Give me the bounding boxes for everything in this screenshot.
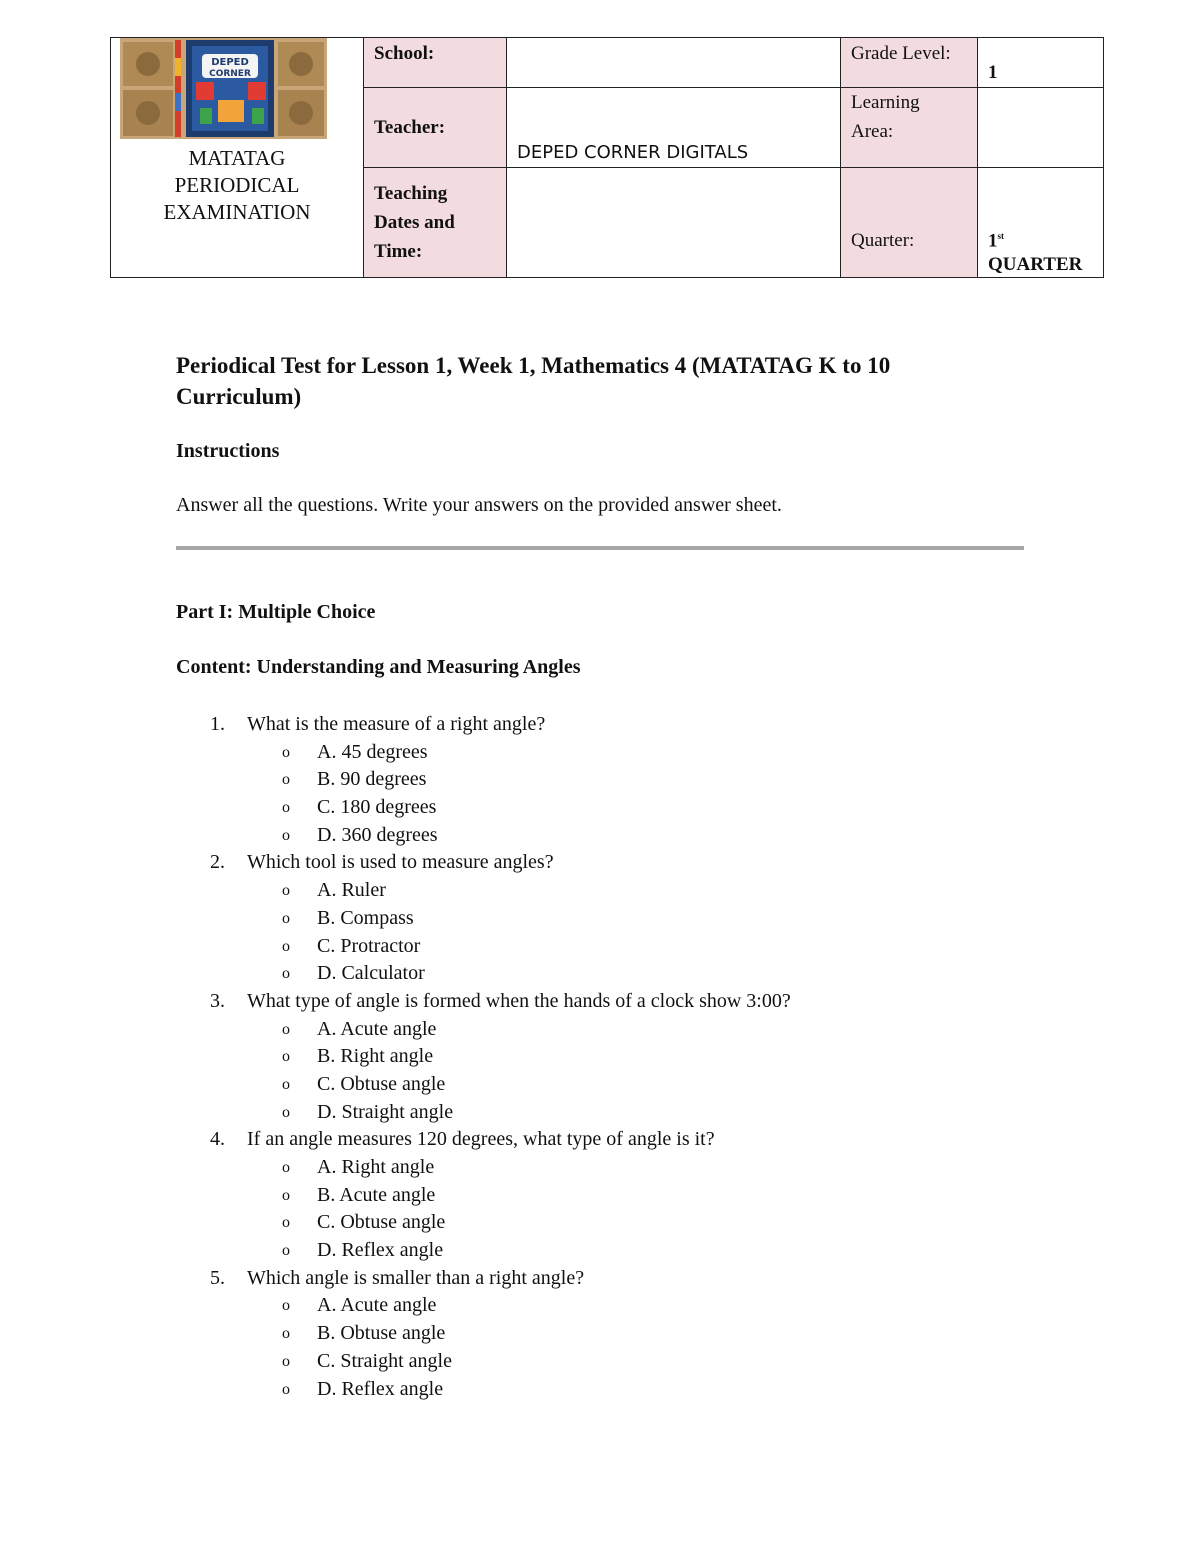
option-text: A. Acute angle xyxy=(317,1017,437,1040)
question-text: If an angle measures 120 degrees, what type of angle is it? xyxy=(247,1128,715,1151)
instructions-text: Answer all the questions. Write your answers on the provided answer sheet. xyxy=(176,494,782,516)
bullet-icon: o xyxy=(282,826,290,844)
quarter-word: QUARTER xyxy=(988,254,1083,275)
answer-option xyxy=(176,1209,1076,1237)
question-number: 2. xyxy=(210,851,225,874)
bullet-icon: o xyxy=(282,1325,290,1343)
learning-area-value xyxy=(978,88,1104,168)
teaching-dates-label-line: Dates and xyxy=(374,212,455,233)
learning-area-label-line: Learning xyxy=(851,92,920,113)
instructions-heading: Instructions xyxy=(176,440,280,462)
answer-option xyxy=(176,933,1076,961)
option-text: B. 90 degrees xyxy=(317,768,427,791)
teacher-label: Teacher: xyxy=(364,88,507,168)
exam-title-line: PERIODICAL xyxy=(174,173,300,197)
question-text: Which angle is smaller than a right angle? xyxy=(247,1266,585,1289)
grade-level-label: Grade Level: xyxy=(841,38,978,88)
quarter-label: Quarter: xyxy=(841,168,978,278)
bullet-icon: o xyxy=(282,1214,290,1232)
answer-option xyxy=(176,1348,1076,1376)
part-heading: Part I: Multiple Choice xyxy=(176,601,376,623)
option-text: B. Obtuse angle xyxy=(317,1322,446,1345)
answer-option xyxy=(176,1182,1076,1210)
svg-text:CORNER: CORNER xyxy=(209,69,251,79)
grade-level-value: 1 xyxy=(978,38,1104,88)
question-text: What type of angle is formed when the hands of a clock show 3:00? xyxy=(247,989,791,1012)
bullet-icon: o xyxy=(282,799,290,817)
exam-title-line: EXAMINATION xyxy=(163,200,311,224)
option-text: D. Calculator xyxy=(317,962,425,985)
answer-option xyxy=(176,822,1076,850)
bullet-icon: o xyxy=(282,771,290,789)
question-number: 5. xyxy=(210,1266,225,1289)
exam-title xyxy=(111,145,363,226)
answer-option xyxy=(176,1043,1076,1071)
bullet-icon: o xyxy=(282,1075,290,1093)
bullet-icon: o xyxy=(282,882,290,900)
question-text: What is the measure of a right angle? xyxy=(247,713,546,735)
question-number: 3. xyxy=(210,989,225,1012)
document-title xyxy=(176,350,1056,412)
bullet-icon: o xyxy=(282,909,290,927)
quarter-value xyxy=(978,168,1104,278)
question-item xyxy=(176,988,1076,1016)
answer-option xyxy=(176,960,1076,988)
document-title-line: Periodical Test for Lesson 1, Week 1, Mathematics 4 (MATATAG K to 10 xyxy=(176,353,891,378)
teaching-dates-label-line: Time: xyxy=(374,241,423,262)
answer-option xyxy=(176,1099,1076,1127)
option-text: B. Compass xyxy=(317,906,414,929)
bullet-icon: o xyxy=(282,1103,290,1121)
question-item xyxy=(176,849,1076,877)
answer-option xyxy=(176,905,1076,933)
option-text: C. Straight angle xyxy=(317,1349,452,1372)
svg-text:DEPED: DEPED xyxy=(211,57,249,68)
bullet-icon: o xyxy=(282,937,290,955)
answer-option xyxy=(176,739,1076,767)
option-text: B. Right angle xyxy=(317,1045,434,1068)
option-text: C. Protractor xyxy=(317,934,421,957)
school-label: School: xyxy=(364,38,507,88)
bullet-icon: o xyxy=(282,1352,290,1370)
bullet-icon: o xyxy=(282,1380,290,1398)
question-number: 4. xyxy=(210,1128,225,1151)
option-text: A. Right angle xyxy=(317,1156,435,1178)
bullet-icon: o xyxy=(282,1242,290,1260)
question-item xyxy=(176,711,1076,739)
bullet-icon: o xyxy=(282,1020,290,1038)
bullet-icon: o xyxy=(282,743,290,761)
document-title-line: Curriculum) xyxy=(176,384,302,409)
option-text: A. Acute angle xyxy=(317,1294,437,1317)
question-text: Which tool is used to measure angles? xyxy=(247,851,554,874)
option-text: B. Acute angle xyxy=(317,1183,436,1206)
teaching-dates-value xyxy=(507,168,841,278)
horizontal-rule xyxy=(176,546,1024,550)
teaching-dates-label-line: Teaching xyxy=(374,183,448,204)
teaching-dates-label xyxy=(364,168,507,278)
header-table xyxy=(110,37,1104,278)
option-text: A. Ruler xyxy=(317,879,386,902)
option-text: A. 45 degrees xyxy=(317,740,428,763)
content-heading: Content: Understanding and Measuring Angles xyxy=(176,656,581,678)
exam-title-line: MATATAG xyxy=(188,146,286,170)
answer-option xyxy=(176,1376,1076,1404)
question-item xyxy=(176,1265,1076,1293)
answer-option xyxy=(176,1071,1076,1099)
answer-option xyxy=(176,1154,1076,1182)
answer-option xyxy=(176,766,1076,794)
option-text: D. Straight angle xyxy=(317,1100,454,1123)
question-number: 1. xyxy=(210,713,225,735)
bullet-icon: o xyxy=(282,1297,290,1315)
bullet-icon: o xyxy=(282,1048,290,1066)
option-text: C. Obtuse angle xyxy=(317,1072,446,1095)
answer-option xyxy=(176,1016,1076,1044)
logo-cell xyxy=(111,38,364,278)
learning-area-label xyxy=(841,88,978,168)
answer-option xyxy=(176,1237,1076,1265)
question-list xyxy=(176,711,1076,1403)
learning-area-label-line: Area: xyxy=(851,121,894,142)
option-text: D. Reflex angle xyxy=(317,1239,444,1262)
logo-graphic xyxy=(120,38,327,139)
bullet-icon: o xyxy=(282,965,290,983)
answer-option xyxy=(176,1292,1076,1320)
question-item xyxy=(176,1126,1076,1154)
answer-option xyxy=(176,877,1076,905)
answer-option xyxy=(176,794,1076,822)
option-text: D. Reflex angle xyxy=(317,1377,444,1400)
option-text: C. Obtuse angle xyxy=(317,1211,446,1234)
answer-option xyxy=(176,1320,1076,1348)
bullet-icon: o xyxy=(282,1186,290,1204)
bullet-icon: o xyxy=(282,1159,290,1176)
option-text: C. 180 degrees xyxy=(317,796,437,819)
teacher-value: DEPED CORNER DIGITALS xyxy=(507,88,841,168)
quarter-number: 1st xyxy=(988,230,1004,251)
deped-corner-logo xyxy=(120,38,327,139)
school-value xyxy=(507,38,841,88)
option-text: D. 360 degrees xyxy=(317,823,438,846)
